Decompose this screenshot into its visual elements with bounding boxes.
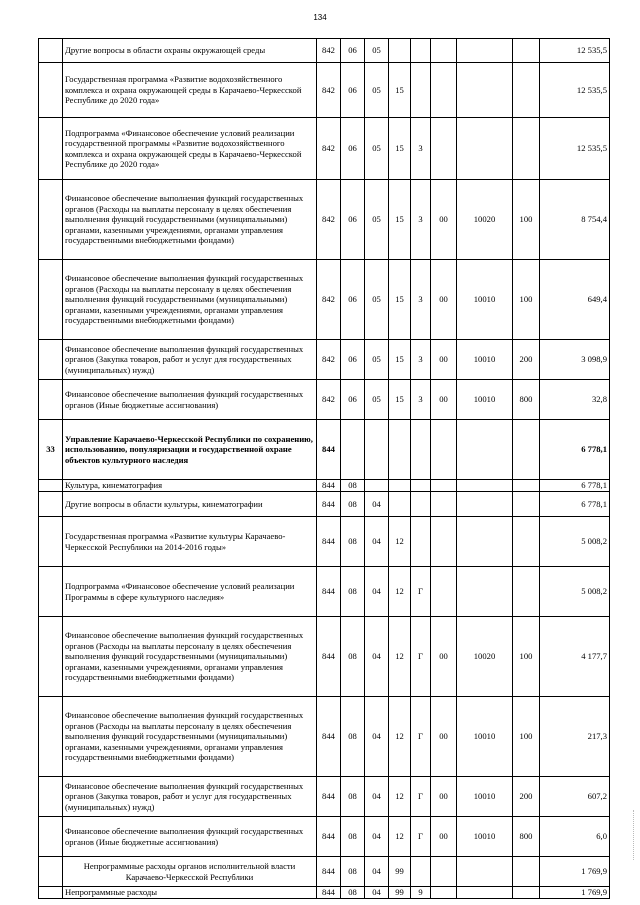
code-direction-cell: 10010 — [457, 260, 513, 340]
margin-mark — [633, 810, 638, 860]
item-name-cell: Финансовое обеспечение выполнения функций государственных органов (Иные бюджетные ассигнования) — [63, 380, 317, 420]
code-section-cell: 08 — [341, 887, 365, 899]
code-expense-type-cell — [513, 118, 540, 180]
amount-cell: 1 769,9 — [540, 887, 610, 899]
amount-cell: 6 778,1 — [540, 420, 610, 480]
code-direction-cell: 10010 — [457, 380, 513, 420]
code-main-event-cell — [431, 480, 457, 492]
amount-cell: 6 778,1 — [540, 492, 610, 517]
code-ministry-cell: 842 — [317, 340, 341, 380]
table-row — [39, 39, 610, 63]
item-name-cell: Культура, кинематография — [63, 480, 317, 492]
row-number-cell — [39, 118, 63, 180]
row-number-cell — [39, 260, 63, 340]
item-name-cell: Финансовое обеспечение выполнения функций государственных органов (Расходы на выплаты персоналу в целях обеспечения выполнения функций государственными (муниципальными) органами, казенными учреждениями, органами управления государственными внебюджетными фондами) — [63, 180, 317, 260]
code-section-cell: 06 — [341, 63, 365, 118]
row-number-cell — [39, 777, 63, 817]
code-main-event-cell — [431, 567, 457, 617]
amount-cell: 6 778,1 — [540, 480, 610, 492]
code-ministry-cell: 842 — [317, 39, 341, 63]
code-direction-cell — [457, 63, 513, 118]
code-program-cell: 15 — [389, 118, 411, 180]
code-subprogram-cell: Г — [411, 617, 431, 697]
code-subprogram-cell: Г — [411, 817, 431, 857]
table-row — [39, 180, 610, 260]
code-expense-type-cell: 100 — [513, 260, 540, 340]
code-section-cell: 08 — [341, 492, 365, 517]
code-section-cell: 08 — [341, 617, 365, 697]
item-name-cell: Непрограммные расходы органов исполнительной власти Карачаево-Черкесской Республики — [63, 857, 317, 887]
table-row — [39, 697, 610, 777]
row-number-cell — [39, 492, 63, 517]
item-name-cell: Финансовое обеспечение выполнения функций государственных органов (Расходы на выплаты персоналу в целях обеспечения выполнения функций государственными (муниципальными) органами, казенными учреждениями, органами управления государственными внебюджетными фондами) — [63, 617, 317, 697]
code-subsection-cell: 05 — [365, 340, 389, 380]
code-direction-cell — [457, 39, 513, 63]
row-number-cell — [39, 857, 63, 887]
amount-cell: 12 535,5 — [540, 63, 610, 118]
code-direction-cell — [457, 420, 513, 480]
budget-table — [38, 38, 610, 899]
code-main-event-cell — [431, 492, 457, 517]
code-main-event-cell — [431, 420, 457, 480]
code-expense-type-cell: 100 — [513, 180, 540, 260]
code-ministry-cell: 844 — [317, 887, 341, 899]
code-subprogram-cell: 3 — [411, 260, 431, 340]
code-ministry-cell: 844 — [317, 480, 341, 492]
code-subsection-cell: 04 — [365, 887, 389, 899]
code-subprogram-cell — [411, 857, 431, 887]
item-name-cell: Государственная программа «Развитие водохозяйственного комплекса и охрана окружающей среды в Карачаево-Черкесской Республике до 2020 года» — [63, 63, 317, 118]
code-subprogram-cell — [411, 420, 431, 480]
amount-cell: 8 754,4 — [540, 180, 610, 260]
code-subsection-cell: 04 — [365, 617, 389, 697]
code-program-cell: 12 — [389, 517, 411, 567]
code-ministry-cell: 844 — [317, 420, 341, 480]
item-name-cell: Подпрограмма «Финансовое обеспечение условий реализации Программы в сфере культурного наследия» — [63, 567, 317, 617]
row-number-cell: 33 — [39, 420, 63, 480]
code-expense-type-cell: 800 — [513, 380, 540, 420]
row-number-cell — [39, 517, 63, 567]
code-subprogram-cell — [411, 39, 431, 63]
page-number: 134 — [313, 13, 327, 22]
code-main-event-cell — [431, 39, 457, 63]
code-section-cell: 06 — [341, 340, 365, 380]
code-subsection-cell: 05 — [365, 260, 389, 340]
code-expense-type-cell: 200 — [513, 777, 540, 817]
code-program-cell: 12 — [389, 817, 411, 857]
code-direction-cell — [457, 480, 513, 492]
code-program-cell: 12 — [389, 617, 411, 697]
item-name-cell: Финансовое обеспечение выполнения функций государственных органов (Расходы на выплаты персоналу в целях обеспечения выполнения функций государственными (муниципальными) органами, казенными учреждениями, органами управления государственными внебюджетными фондами) — [63, 260, 317, 340]
item-name-cell: Финансовое обеспечение выполнения функций государственных органов (Закупка товаров, работ и услуг для государственных (муниципальных) нужд) — [63, 340, 317, 380]
table-row — [39, 260, 610, 340]
item-name-cell: Непрограммные расходы — [63, 887, 317, 899]
item-name-cell: Другие вопросы в области охраны окружающей среды — [63, 39, 317, 63]
table-row — [39, 817, 610, 857]
item-name-cell: Государственная программа «Развитие культуры Карачаево-Черкесской Республики на 2014-2016 годы» — [63, 517, 317, 567]
code-ministry-cell: 844 — [317, 857, 341, 887]
code-subsection-cell: 04 — [365, 777, 389, 817]
code-ministry-cell: 842 — [317, 118, 341, 180]
code-subsection-cell: 04 — [365, 817, 389, 857]
code-section-cell: 06 — [341, 180, 365, 260]
code-subsection-cell: 05 — [365, 180, 389, 260]
row-number-cell — [39, 480, 63, 492]
code-subsection-cell: 04 — [365, 517, 389, 567]
code-expense-type-cell: 100 — [513, 697, 540, 777]
code-ministry-cell: 844 — [317, 697, 341, 777]
code-expense-type-cell: 200 — [513, 340, 540, 380]
item-name-cell: Подпрограмма «Финансовое обеспечение условий реализации государственной программы «Развитие водохозяйственного комплекса и охрана окружающей среды в Карачаево-Черкесской Республике до 2020 года» — [63, 118, 317, 180]
code-main-event-cell: 00 — [431, 777, 457, 817]
table-row — [39, 567, 610, 617]
row-number-cell — [39, 887, 63, 899]
table-row — [39, 857, 610, 887]
code-program-cell: 15 — [389, 180, 411, 260]
code-expense-type-cell — [513, 480, 540, 492]
code-section-cell: 08 — [341, 517, 365, 567]
code-ministry-cell: 844 — [317, 817, 341, 857]
code-program-cell: 15 — [389, 340, 411, 380]
code-main-event-cell: 00 — [431, 380, 457, 420]
item-name-cell: Управление Карачаево-Черкесской Республики по сохранению, использованию, популяризации и государственной охране объектов культурного наследия — [63, 420, 317, 480]
code-main-event-cell — [431, 118, 457, 180]
code-subsection-cell: 04 — [365, 857, 389, 887]
code-direction-cell — [457, 118, 513, 180]
code-section-cell — [341, 420, 365, 480]
code-expense-type-cell — [513, 567, 540, 617]
code-subprogram-cell: 9 — [411, 887, 431, 899]
table-row — [39, 777, 610, 817]
amount-cell: 5 008,2 — [540, 567, 610, 617]
code-program-cell: 12 — [389, 567, 411, 617]
code-main-event-cell: 00 — [431, 817, 457, 857]
code-program-cell — [389, 39, 411, 63]
code-expense-type-cell: 100 — [513, 617, 540, 697]
code-main-event-cell: 00 — [431, 180, 457, 260]
code-subprogram-cell: 3 — [411, 118, 431, 180]
code-subprogram-cell — [411, 517, 431, 567]
code-subprogram-cell: 3 — [411, 180, 431, 260]
code-program-cell: 99 — [389, 857, 411, 887]
code-direction-cell: 10020 — [457, 617, 513, 697]
code-program-cell — [389, 480, 411, 492]
code-section-cell: 06 — [341, 380, 365, 420]
code-main-event-cell — [431, 517, 457, 567]
amount-cell: 12 535,5 — [540, 118, 610, 180]
code-expense-type-cell — [513, 63, 540, 118]
code-subprogram-cell — [411, 63, 431, 118]
code-subprogram-cell — [411, 492, 431, 517]
code-subsection-cell: 04 — [365, 492, 389, 517]
code-direction-cell: 10010 — [457, 777, 513, 817]
table-row — [39, 63, 610, 118]
row-number-cell — [39, 817, 63, 857]
code-subprogram-cell: 3 — [411, 380, 431, 420]
code-program-cell: 12 — [389, 777, 411, 817]
code-expense-type-cell — [513, 420, 540, 480]
code-program-cell — [389, 492, 411, 517]
table-row — [39, 380, 610, 420]
code-direction-cell — [457, 857, 513, 887]
code-ministry-cell: 842 — [317, 180, 341, 260]
code-section-cell: 06 — [341, 260, 365, 340]
code-ministry-cell: 844 — [317, 567, 341, 617]
row-number-cell — [39, 340, 63, 380]
code-direction-cell: 10010 — [457, 817, 513, 857]
row-number-cell — [39, 617, 63, 697]
amount-cell: 12 535,5 — [540, 39, 610, 63]
code-section-cell: 06 — [341, 39, 365, 63]
code-main-event-cell: 00 — [431, 260, 457, 340]
code-subsection-cell: 05 — [365, 63, 389, 118]
code-program-cell: 12 — [389, 697, 411, 777]
amount-cell: 32,8 — [540, 380, 610, 420]
code-subprogram-cell: 3 — [411, 340, 431, 380]
item-name-cell: Финансовое обеспечение выполнения функций государственных органов (Расходы на выплаты персоналу в целях обеспечения выполнения функций государственными (муниципальными) органами, казенными учреждениями, органами управления государственными внебюджетными фондами) — [63, 697, 317, 777]
table-row — [39, 887, 610, 899]
code-ministry-cell: 842 — [317, 380, 341, 420]
code-main-event-cell: 00 — [431, 340, 457, 380]
code-direction-cell — [457, 567, 513, 617]
code-expense-type-cell — [513, 517, 540, 567]
code-subprogram-cell: Г — [411, 567, 431, 617]
code-program-cell: 15 — [389, 260, 411, 340]
code-section-cell: 08 — [341, 817, 365, 857]
code-main-event-cell — [431, 63, 457, 118]
code-subprogram-cell: Г — [411, 777, 431, 817]
code-subsection-cell: 04 — [365, 697, 389, 777]
table-row — [39, 517, 610, 567]
code-main-event-cell — [431, 857, 457, 887]
amount-cell: 3 098,9 — [540, 340, 610, 380]
row-number-cell — [39, 180, 63, 260]
row-number-cell — [39, 697, 63, 777]
table-row — [39, 340, 610, 380]
amount-cell: 4 177,7 — [540, 617, 610, 697]
amount-cell: 607,2 — [540, 777, 610, 817]
code-section-cell: 08 — [341, 857, 365, 887]
code-main-event-cell: 00 — [431, 697, 457, 777]
table-row — [39, 492, 610, 517]
code-program-cell: 15 — [389, 380, 411, 420]
amount-cell: 1 769,9 — [540, 857, 610, 887]
code-direction-cell — [457, 492, 513, 517]
code-direction-cell: 10010 — [457, 340, 513, 380]
row-number-cell — [39, 567, 63, 617]
amount-cell: 649,4 — [540, 260, 610, 340]
table-row — [39, 420, 610, 480]
code-program-cell — [389, 420, 411, 480]
item-name-cell: Финансовое обеспечение выполнения функций государственных органов (Закупка товаров, работ и услуг для государственных (муниципальных) нужд) — [63, 777, 317, 817]
amount-cell: 217,3 — [540, 697, 610, 777]
code-ministry-cell: 844 — [317, 617, 341, 697]
code-subprogram-cell — [411, 480, 431, 492]
code-main-event-cell — [431, 887, 457, 899]
amount-cell: 6,0 — [540, 817, 610, 857]
code-section-cell: 08 — [341, 777, 365, 817]
code-subsection-cell: 05 — [365, 380, 389, 420]
code-ministry-cell: 844 — [317, 777, 341, 817]
code-section-cell: 08 — [341, 567, 365, 617]
code-section-cell: 08 — [341, 480, 365, 492]
code-subsection-cell: 04 — [365, 567, 389, 617]
item-name-cell: Другие вопросы в области культуры, кинематографии — [63, 492, 317, 517]
code-subsection-cell — [365, 480, 389, 492]
code-ministry-cell: 844 — [317, 492, 341, 517]
code-program-cell: 15 — [389, 63, 411, 118]
item-name-cell: Финансовое обеспечение выполнения функций государственных органов (Иные бюджетные ассигнования) — [63, 817, 317, 857]
code-ministry-cell: 844 — [317, 517, 341, 567]
code-subsection-cell: 05 — [365, 39, 389, 63]
code-expense-type-cell — [513, 857, 540, 887]
table-row — [39, 617, 610, 697]
code-direction-cell — [457, 517, 513, 567]
amount-cell: 5 008,2 — [540, 517, 610, 567]
code-direction-cell: 10010 — [457, 697, 513, 777]
table-row — [39, 480, 610, 492]
code-subsection-cell: 05 — [365, 118, 389, 180]
code-subprogram-cell: Г — [411, 697, 431, 777]
code-program-cell: 99 — [389, 887, 411, 899]
code-main-event-cell: 00 — [431, 617, 457, 697]
code-expense-type-cell — [513, 39, 540, 63]
code-section-cell: 06 — [341, 118, 365, 180]
row-number-cell — [39, 63, 63, 118]
code-section-cell: 08 — [341, 697, 365, 777]
code-direction-cell — [457, 887, 513, 899]
code-ministry-cell: 842 — [317, 63, 341, 118]
table-row — [39, 118, 610, 180]
row-number-cell — [39, 380, 63, 420]
code-subsection-cell — [365, 420, 389, 480]
row-number-cell — [39, 39, 63, 63]
code-expense-type-cell — [513, 492, 540, 517]
code-expense-type-cell — [513, 887, 540, 899]
code-direction-cell: 10020 — [457, 180, 513, 260]
code-ministry-cell: 842 — [317, 260, 341, 340]
code-expense-type-cell: 800 — [513, 817, 540, 857]
